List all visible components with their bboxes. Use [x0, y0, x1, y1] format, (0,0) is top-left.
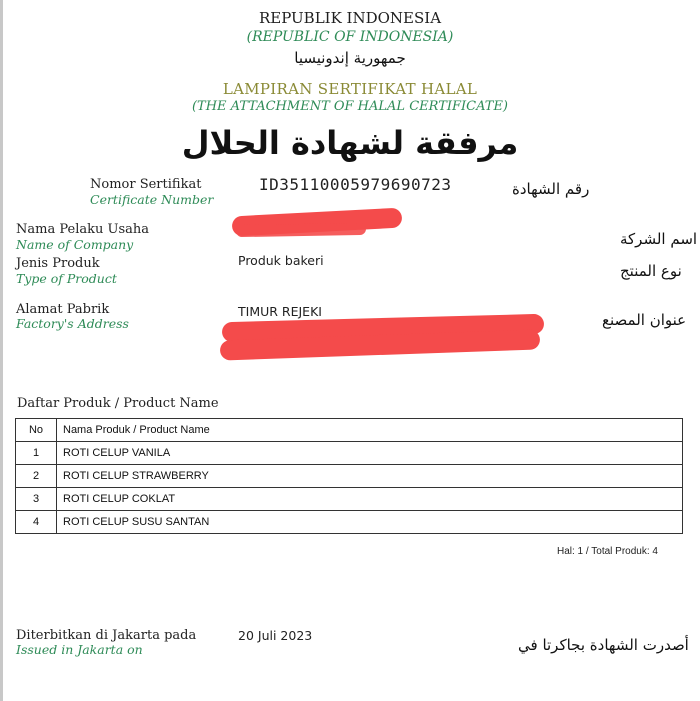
product-table — [15, 418, 683, 534]
product-list-title: Daftar Produk / Product Name — [17, 396, 219, 411]
table-row — [16, 488, 683, 511]
product-name: ROTI CELUP SUSU SANTAN — [57, 511, 683, 534]
company-name-label: Nama Pelaku Usaha — [16, 222, 149, 237]
factory-address-label-ar: عنوان المصنع — [602, 311, 687, 329]
table-row — [16, 465, 683, 488]
factory-address-label: Alamat Pabrik — [16, 302, 110, 317]
company-name-label-ar: اسم الشركة — [620, 230, 698, 248]
company-name-redaction-stroke — [236, 223, 366, 237]
column-header-no: No — [16, 419, 57, 442]
document-title-ar: مرفقة لشهادة الحلال — [181, 124, 519, 162]
table-row — [16, 442, 683, 465]
certificate-number-value: ID35110005979690723 — [259, 175, 452, 194]
product-name: ROTI CELUP COKLAT — [57, 488, 683, 511]
product-type-label: Jenis Produk — [16, 256, 100, 271]
certificate-number-label-ar: رقم الشهادة — [512, 180, 590, 198]
certificate-number-label: Nomor Sertifikat — [90, 177, 202, 192]
company-name-label-en: Name of Company — [16, 237, 134, 252]
issued-label: Diterbitkan di Jakarta pada — [16, 628, 197, 643]
issued-label-ar: أصدرت الشهادة بجاكرتا في — [518, 636, 689, 654]
product-type-label-ar: نوع المنتج — [620, 262, 682, 280]
column-header-product-name: Nama Produk / Product Name — [57, 419, 683, 442]
country-name-ar: جمهورية إندونيسيا — [294, 49, 406, 67]
certificate-number-label-en: Certificate Number — [90, 192, 214, 207]
table-row — [16, 511, 683, 534]
row-number: 2 — [16, 465, 57, 488]
product-name: ROTI CELUP VANILA — [57, 442, 683, 465]
product-type-value: Produk bakeri — [238, 253, 324, 268]
row-number: 4 — [16, 511, 57, 534]
product-name: ROTI CELUP STRAWBERRY — [57, 465, 683, 488]
product-type-label-en: Type of Product — [16, 271, 117, 286]
product-list-summary: Hal: 1 / Total Produk: 4 — [557, 546, 658, 557]
document-title-id: LAMPIRAN SERTIFIKAT HALAL — [222, 80, 478, 98]
factory-address-label-en: Factory's Address — [16, 316, 129, 331]
issued-date: 20 Juli 2023 — [238, 628, 313, 643]
issued-label-en: Issued in Jakarta on — [16, 642, 143, 657]
country-name-id: REPUBLIK INDONESIA — [258, 9, 442, 27]
table-header-row — [16, 419, 683, 442]
document-title-en: (THE ATTACHMENT OF HALAL CERTIFICATE) — [191, 99, 509, 114]
factory-address-value: TIMUR REJEKI — [238, 304, 322, 319]
country-name-en: (REPUBLIC OF INDONESIA) — [246, 29, 454, 45]
row-number: 3 — [16, 488, 57, 511]
row-number: 1 — [16, 442, 57, 465]
